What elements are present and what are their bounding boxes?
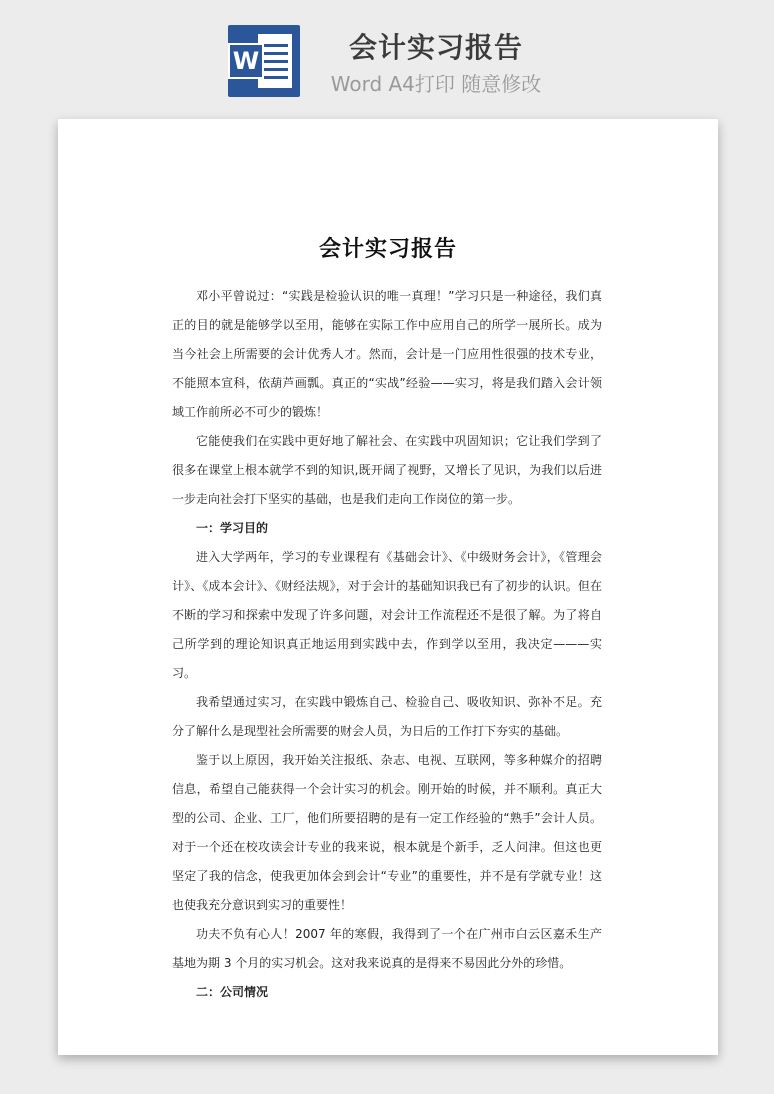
paragraph: 邓小平曾说过：“实践是检验认识的唯一真理！”学习只是一种途径，我们真正的目的就是能够学以至用，能够在实际工作中应用自己的所学一展所长。成为当今社会上所需要的会计优秀人才。然而，会计是一门应用性很强的技术专业，不能照本宣科，依葫芦画瓢。真正的“实战”经验——实习，将是我们踏入会计领域工作前所必不可少的锻炼！ bbox=[172, 289, 602, 419]
document-title: 会计实习报告 bbox=[318, 237, 457, 262]
paragraph: 它能使我们在实践中更好地了解社会、在实践中巩固知识；它让我们学到了很多在课堂上根本就学不到的知识,既开阔了视野，又增长了见识，为我们以后进一步走向社会打下坚实的基础，也是我们走向工作岗位的第一步。 bbox=[172, 434, 602, 506]
section-heading: 二：公司情况 bbox=[196, 985, 269, 999]
section-heading: 一：学习目的 bbox=[196, 521, 269, 535]
paragraph: 鉴于以上原因，我开始关注报纸、杂志、电视、互联网，等多种媒介的招聘信息，希望自己能获得一个会计实习的机会。刚开始的时候，并不顺利。真正大型的公司、企业、工厂，他们所要招聘的是有一定工作经验的“熟手”会计人员。对于一个还在校攻读会计专业的我来说，根本就是个新手，乏人问津。但这也更坚定了我的信念，使我更加体会到会计“专业”的重要性，并不是有学就专业！这也使我充分意识到实习的重要性！ bbox=[172, 753, 602, 912]
word-letter-icon: W bbox=[228, 43, 264, 79]
header-banner bbox=[0, 0, 774, 118]
document-body bbox=[172, 282, 602, 1007]
word-app-icon bbox=[228, 25, 300, 97]
banner-title: 会计实习报告 bbox=[348, 31, 523, 64]
paragraph: 我希望通过实习，在实践中锻炼自己、检验自己、吸收知识、弥补不足。充分了解什么是现型社会所需要的财会人员，为日后的工作打下夯实的基础。 bbox=[172, 695, 602, 738]
paragraph: 进入大学两年，学习的专业课程有《基础会计》、《中级财务会计》，《管理会计》、《成本会计》、《财经法规》，对于会计的基础知识我已有了初步的认识。但在不断的学习和探索中发现了许多问题，对会计工作流程还不是很了解。为了将自己所学到的理论知识真正地运用到实践中去，作到学以至用，我决定———实习。 bbox=[172, 550, 602, 680]
paragraph: 功夫不负有心人！2007 年的寒假，我得到了一个在广州市白云区嘉禾生产基地为期 3 个月的实习机会。这对我来说真的是得来不易因此分外的珍惜。 bbox=[172, 927, 602, 970]
banner-subtitle: Word A4打印 随意修改 bbox=[330, 72, 542, 96]
document-page bbox=[58, 119, 718, 1055]
